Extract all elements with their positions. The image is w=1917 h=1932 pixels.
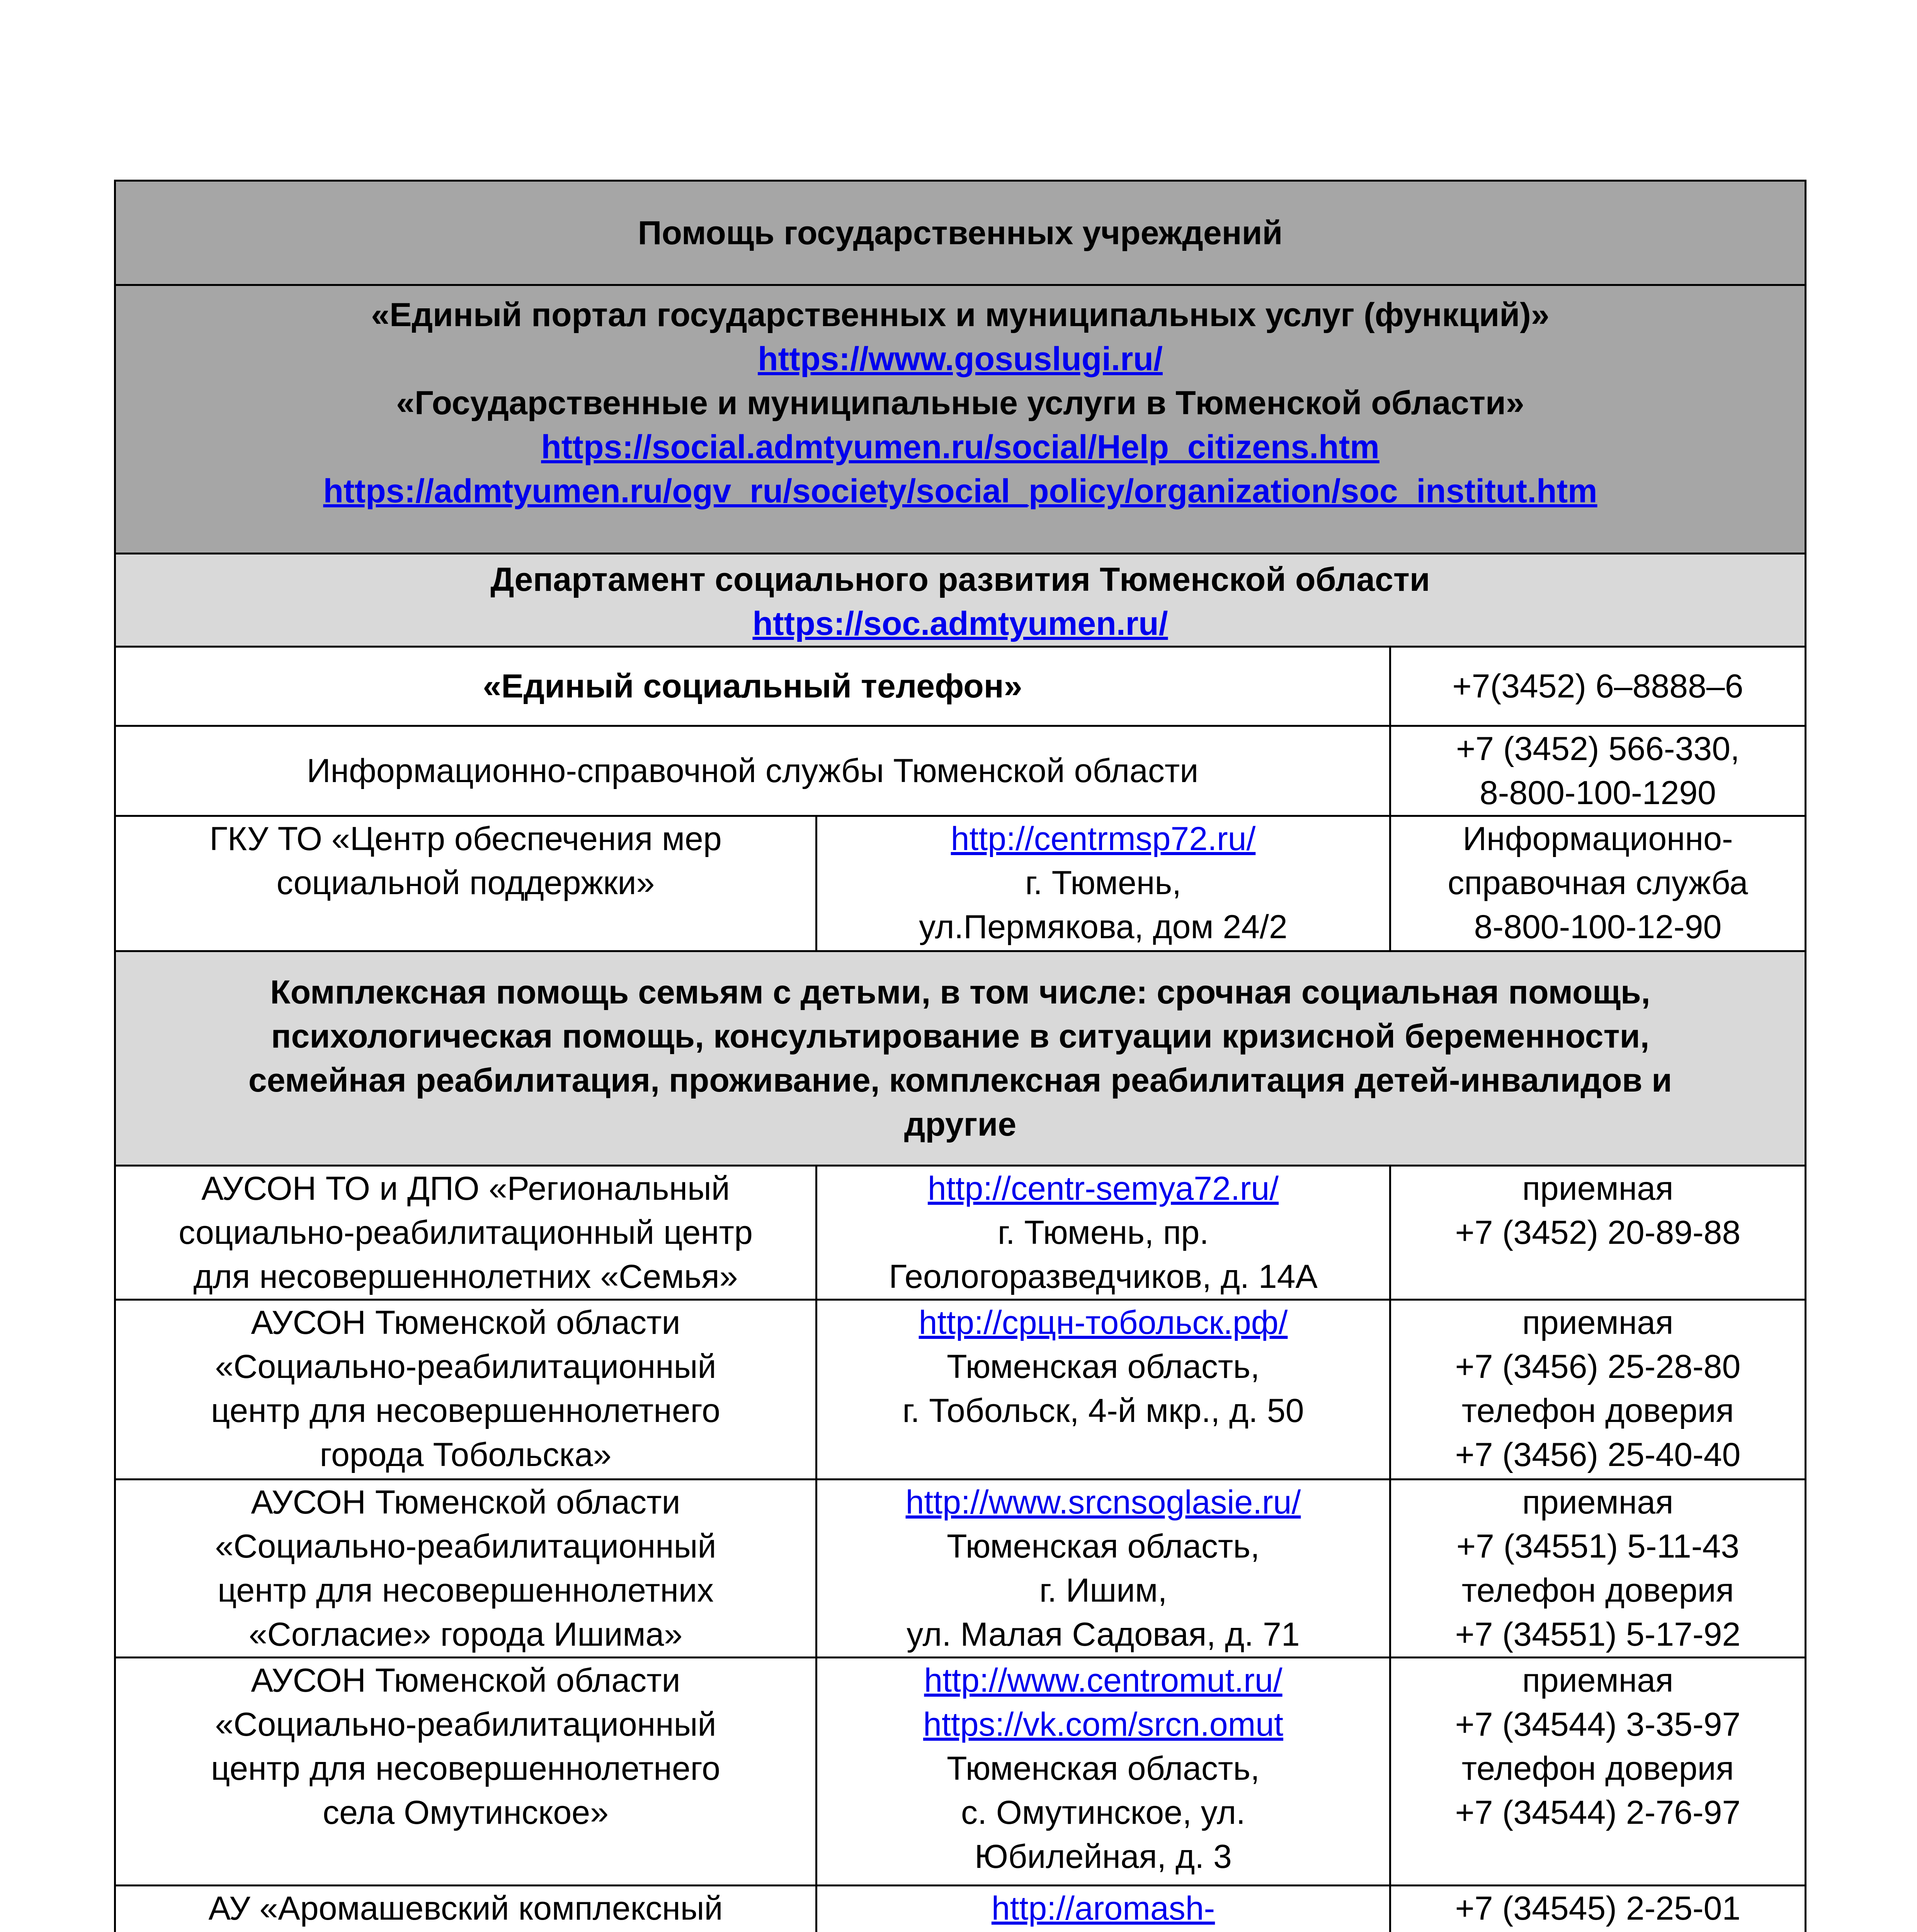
org-phone-line: приемная [1522, 1170, 1674, 1207]
info-service-phone-1: +7 (3452) 566-330, [1456, 730, 1740, 767]
org-phone-line: +7 (3452) 20-89-88 [1455, 1214, 1741, 1251]
unified-phone-label-cell [115, 647, 1390, 726]
family-section-cell [115, 951, 1806, 1166]
department-name: Департамент социального развития Тюменской области [490, 561, 1430, 598]
org-name-line [120, 1930, 811, 1932]
portal-link-admtyumen[interactable]: https://admtyumen.ru/ogv_ru/society/social_policy/organization/soc_institut.htm [323, 473, 1597, 510]
org-name-line: АУСОН ТО и ДПО «Региональный [201, 1170, 730, 1207]
table-row [115, 1300, 1806, 1480]
org-address-line: г. Тюмень, пр. [997, 1214, 1209, 1251]
org-phone-line: приемная [1522, 1662, 1674, 1699]
gku-address-line: ул.Пермякова, дом 24/2 [919, 908, 1288, 946]
table-title-cell [115, 181, 1806, 285]
family-section-title-line: психологическая помощь, консультирование в ситуации кризисной беременности, [271, 1018, 1650, 1055]
unified-phone-cell [1390, 647, 1806, 726]
org-address-line: Тюменская область, [947, 1528, 1260, 1565]
org-name-cell [115, 1480, 816, 1658]
table-row [115, 1480, 1806, 1658]
table-row [115, 1166, 1806, 1300]
org-address-cell [816, 1300, 1390, 1480]
org-name-line: города Тобольска» [320, 1436, 612, 1473]
org-name-line: АУ «Аромашевский комплексный [208, 1890, 723, 1927]
org-name-cell [115, 1300, 816, 1480]
info-service-label: Информационно-справочной службы Тюменской области [306, 752, 1199, 789]
family-section-title-line: другие [904, 1106, 1017, 1143]
org-phone-cell [1390, 1886, 1806, 1932]
org-name-line: центр для несовершеннолетнего [211, 1750, 720, 1787]
org-address-line: г. Тобольск, 4-й мкр., д. 50 [902, 1392, 1304, 1429]
org-name-line: АУСОН Тюменской области [251, 1304, 680, 1341]
org-website-link[interactable]: https://vk.com/srcn.omut [923, 1706, 1283, 1743]
gku-name-cell [115, 816, 816, 951]
family-section-title-line: Комплексная помощь семьям с детьми, в том числе: срочная социальная помощь, [270, 974, 1650, 1011]
department-cell [115, 554, 1806, 647]
portals-cell [115, 285, 1806, 554]
org-phone-line: +7 (34551) 5-17-92 [1455, 1616, 1741, 1653]
gku-link[interactable]: http://centrmsp72.ru/ [951, 820, 1256, 857]
org-name-cell [115, 1166, 816, 1300]
org-website-link[interactable] [821, 1930, 1385, 1932]
org-name-line: центр для несовершеннолетних [218, 1572, 714, 1609]
org-phone-line: +7 (34545) 2-25-01 [1455, 1890, 1741, 1927]
gku-phone-cell [1390, 816, 1806, 951]
org-name-line: для несовершеннолетних «Семья» [193, 1258, 738, 1295]
info-service-label-cell [115, 726, 1390, 816]
org-phone-line: +7 (34544) 2-76-97 [1455, 1794, 1741, 1831]
org-address-cell [816, 1886, 1390, 1932]
org-phone-line: приемная [1522, 1484, 1674, 1521]
org-phone-line: телефон доверия [1461, 1750, 1734, 1787]
org-name-line: «Согласие» города Ишима» [248, 1616, 683, 1653]
gku-phone-line: Информационно- [1463, 820, 1733, 857]
org-address-line: Юбилейная, д. 3 [975, 1838, 1232, 1875]
table-row [115, 1886, 1806, 1932]
gku-name-line: ГКУ ТО «Центр обеспечения мер [209, 820, 722, 857]
unified-phone-label: «Единый социальный телефон» [483, 668, 1022, 705]
org-website-link[interactable]: http://centr-semya72.ru/ [927, 1170, 1279, 1207]
table-row [115, 1658, 1806, 1886]
org-phone-cell [1390, 1300, 1806, 1480]
portal-name-regional: «Государственные и муниципальные услуги в Тюменской области» [396, 384, 1524, 422]
org-phone-line: +7 (34544) 3-35-97 [1455, 1706, 1741, 1743]
org-phone-line: приемная [1522, 1304, 1674, 1341]
org-phone-cell [1390, 1166, 1806, 1300]
org-name-line: «Социально-реабилитационный [215, 1348, 716, 1385]
org-website-link[interactable]: http://срцн-тобольск.рф/ [919, 1304, 1288, 1341]
portal-link-gosuslugi[interactable]: https://www.gosuslugi.ru/ [758, 340, 1163, 378]
org-name-line: социально-реабилитационный центр [179, 1214, 753, 1251]
org-address-line: Тюменская область, [947, 1348, 1260, 1385]
department-link[interactable]: https://soc.admtyumen.ru/ [752, 605, 1168, 642]
gku-address-cell [816, 816, 1390, 951]
org-name-line: села Омутинское» [323, 1794, 609, 1831]
org-address-cell [816, 1480, 1390, 1658]
org-phone-line: +7 (3456) 25-28-80 [1455, 1348, 1741, 1385]
unified-phone: +7(3452) 6–8888–6 [1452, 668, 1744, 705]
info-service-phone-cell [1390, 726, 1806, 816]
org-name-cell [115, 1658, 816, 1886]
org-name-line: АУСОН Тюменской области [251, 1662, 680, 1699]
org-website-link[interactable]: http://www.srcnsoglasie.ru/ [905, 1484, 1301, 1521]
org-phone-line: телефон доверия [1461, 1392, 1734, 1429]
org-phone-cell [1390, 1480, 1806, 1658]
org-phone-cell [1390, 1658, 1806, 1886]
services-table [114, 180, 1806, 1932]
org-name-line: «Социально-реабилитационный [215, 1528, 716, 1565]
gku-phone-line: 8-800-100-12-90 [1474, 908, 1722, 946]
org-name-line: центр для несовершеннолетнего [211, 1392, 720, 1429]
org-address-line: ул. Малая Садовая, д. 71 [907, 1616, 1300, 1653]
info-service-phone-2: 8-800-100-1290 [1479, 774, 1716, 811]
org-address-line: Геологоразведчиков, д. 14А [889, 1258, 1318, 1295]
org-name-line: «Социально-реабилитационный [215, 1706, 716, 1743]
gku-address-line: г. Тюмень, [1025, 864, 1182, 901]
gku-phone-line: справочная служба [1448, 864, 1748, 901]
org-phone-line: +7 (34551) 5-11-43 [1456, 1528, 1740, 1565]
org-address-cell [816, 1658, 1390, 1886]
org-address-cell [816, 1166, 1390, 1300]
services-table-body [115, 181, 1806, 1932]
family-section-title-line: семейная реабилитация, проживание, комплексная реабилитация детей-инвалидов и [248, 1062, 1672, 1099]
org-name-cell [115, 1886, 816, 1932]
org-phone-line: телефон доверия [1461, 1572, 1734, 1609]
portal-link-social[interactable]: https://social.admtyumen.ru/social/Help_citizens.htm [541, 429, 1379, 466]
org-phone-line: +7 (3456) 25-40-40 [1455, 1436, 1741, 1473]
org-address-line: с. Омутинское, ул. [961, 1794, 1245, 1831]
gku-name-line: социальной поддержки» [276, 864, 655, 901]
org-address-line: г. Ишим, [1039, 1572, 1167, 1609]
portal-name-federal: «Единый портал государственных и муниципальных услуг (функций)» [371, 296, 1550, 333]
org-website-link[interactable]: http://www.centromut.ru/ [924, 1662, 1283, 1699]
org-website-link[interactable]: http://aromash- [991, 1890, 1215, 1927]
org-name-line: АУСОН Тюменской области [251, 1484, 680, 1521]
org-address-line: Тюменская область, [947, 1750, 1260, 1787]
table-title: Помощь государственных учреждений [638, 214, 1283, 252]
